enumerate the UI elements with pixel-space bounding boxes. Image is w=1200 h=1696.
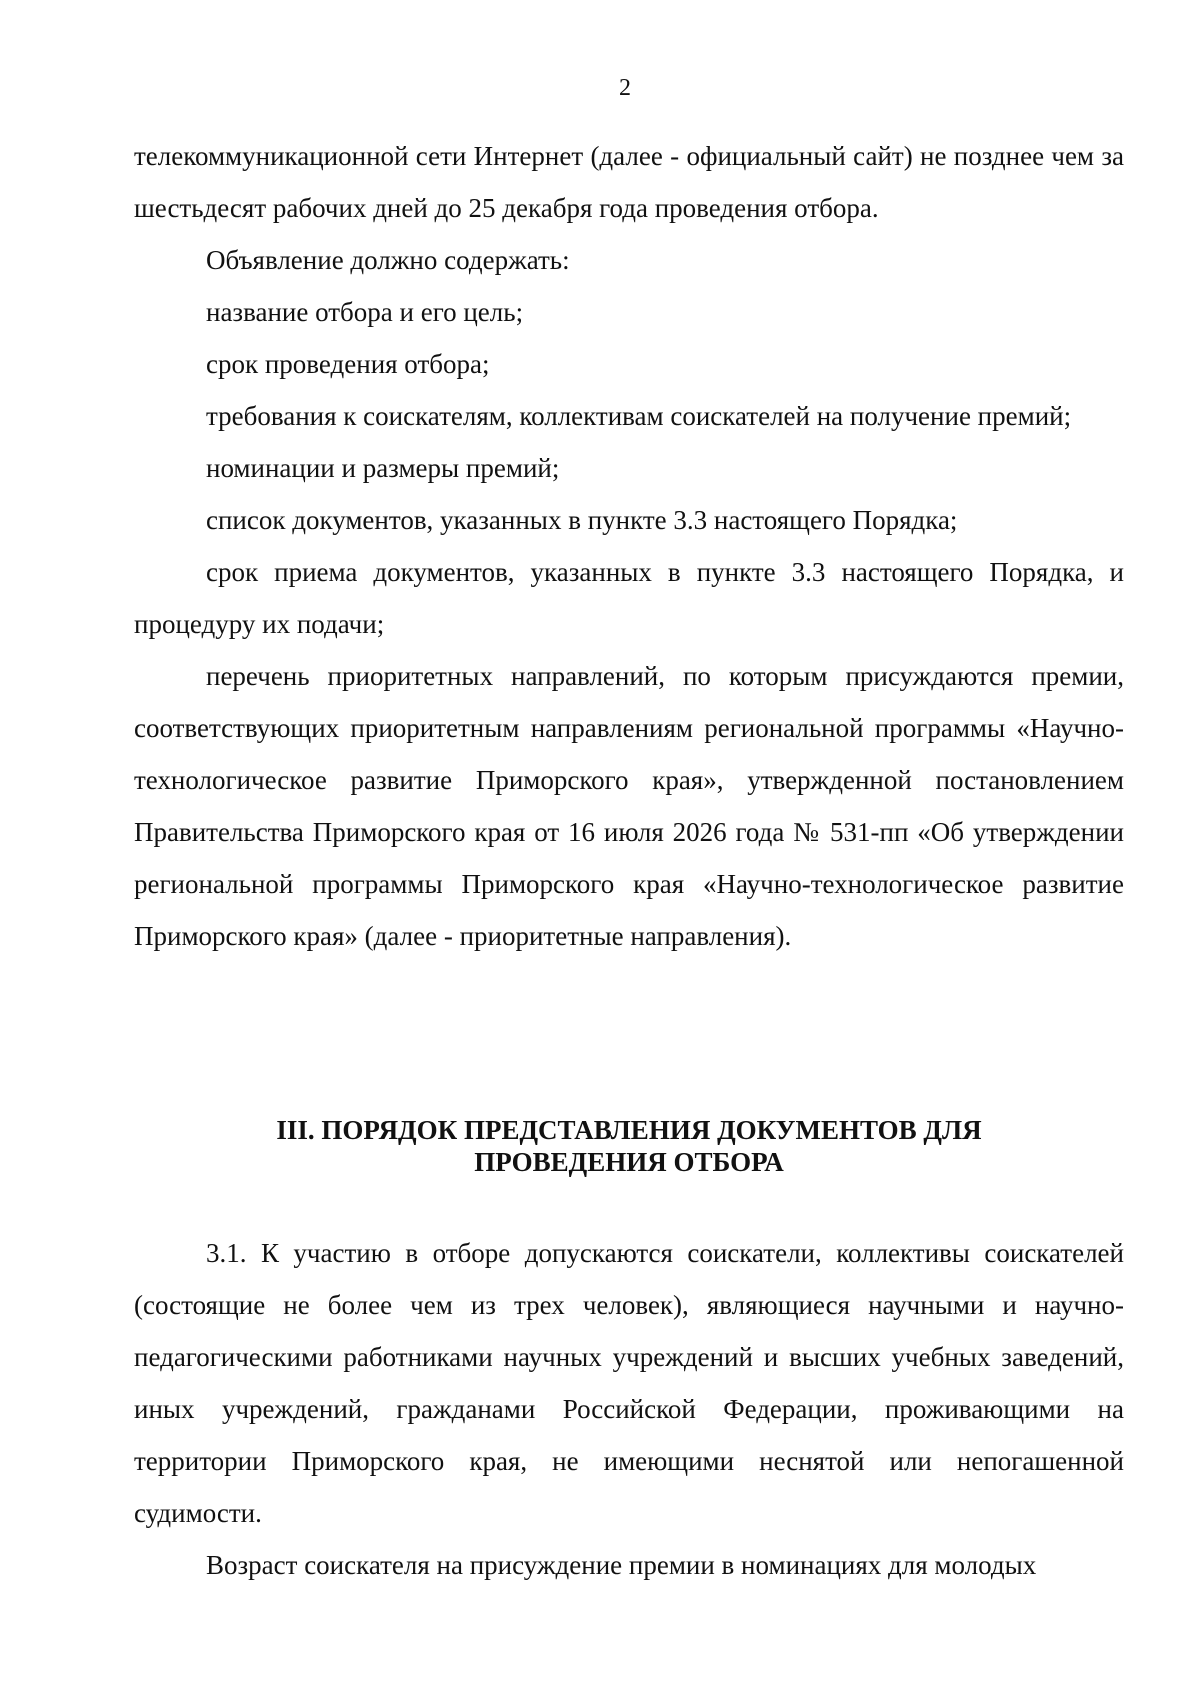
document-body-top	[134, 130, 1124, 962]
list-item-nominations: номинации и размеры премий;	[206, 453, 560, 483]
paragraph-age-requirement: Возраст соискателя на присуждение премии в номинациях для молодых	[206, 1550, 1037, 1580]
document-body-section-3	[134, 1227, 1124, 1591]
list-item-term: срок проведения отбора;	[206, 349, 490, 379]
paragraph-official-site: телекоммуникационной сети Интернет (далее - официальный сайт) не позднее чем за шестьдесят рабочих дней до 25 декабря года проведения отбора.	[134, 141, 1124, 223]
list-item-priority-directions: перечень приоритетных направлений, по которым присуждаются премии, соответствующих приоритетным направлениям региональной программы «Научно-технологическое развитие Приморского края», утвержденной постановлением Правительства Приморского края от 16 июля 2026 года № 531-пп «Об утверждении региональной программы Приморского края «Научно-технологическое развитие Приморского края» (далее - приоритетные направления).	[134, 661, 1124, 951]
paragraph-3-1: 3.1. К участию в отборе допускаются соискатели, коллективы соискателей (состоящие не более чем из трех человек), являющиеся научными и научно-педагогическими работниками научных учреждений и высших учебных заведений, иных учреждений, гражданами Российской Федерации, проживающими на территории Приморского края, не имеющими неснятой или непогашенной судимости.	[134, 1238, 1124, 1528]
list-item-documents: список документов, указанных в пункте 3.3 настоящего Порядка;	[206, 505, 958, 535]
list-item-reception-term: срок приема документов, указанных в пункте 3.3 настоящего Порядка, и процедуру их подачи;	[134, 557, 1124, 639]
section-heading	[134, 1114, 1124, 1178]
page-number: 2	[619, 75, 631, 101]
list-item-requirements: требования к соискателям, коллективам соискателей на получение премий;	[206, 401, 1072, 431]
section-heading-line-1: III. ПОРЯДОК ПРЕДСТАВЛЕНИЯ ДОКУМЕНТОВ ДЛЯ	[276, 1115, 982, 1145]
section-heading-line-2: ПРОВЕДЕНИЯ ОТБОРА	[474, 1147, 784, 1177]
paragraph-announcement-intro: Объявление должно содержать:	[206, 245, 570, 275]
list-item-name-goal: название отбора и его цель;	[206, 297, 524, 327]
